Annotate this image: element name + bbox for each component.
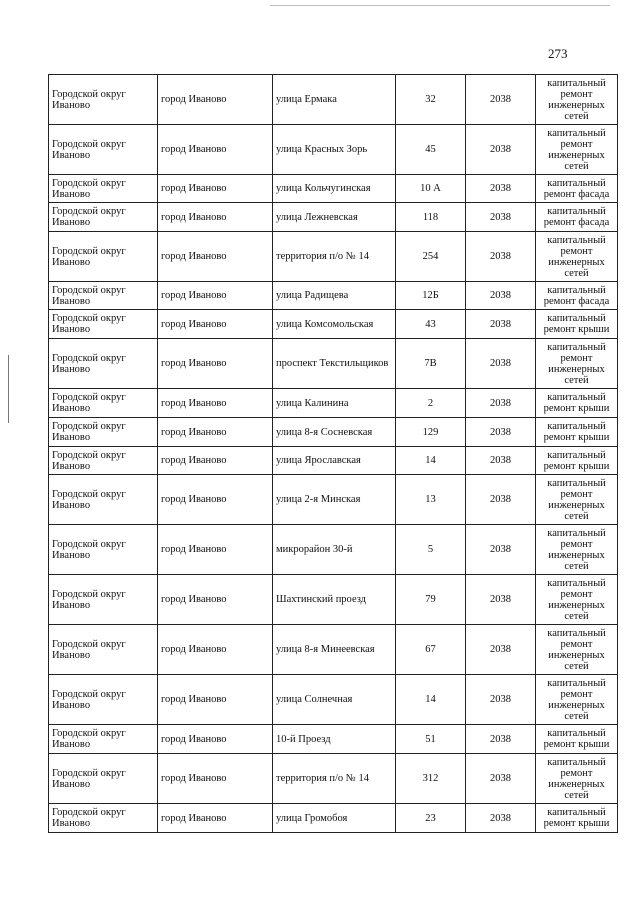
table-row <box>49 75 618 125</box>
cell-work-type: капитальный ремонт инженерных сетей <box>536 525 618 575</box>
cell-street: улица Громобоя <box>273 804 396 833</box>
cell-house-number: 10 А <box>396 175 466 203</box>
cell-house-number: 254 <box>396 232 466 282</box>
cell-city: город Иваново <box>158 447 273 475</box>
cell-street: территория п/о № 14 <box>273 754 396 804</box>
cell-district: Городской округ Иваново <box>49 575 158 625</box>
cell-street: улица Лежневская <box>273 203 396 232</box>
cell-planned-year: 2038 <box>466 804 536 833</box>
table-row <box>49 475 618 525</box>
cell-street: улица 8-я Сосневская <box>273 418 396 447</box>
cell-city: город Иваново <box>158 75 273 125</box>
cell-work-type: капитальный ремонт фасада <box>536 282 618 310</box>
cell-district: Городской округ Иваново <box>49 389 158 418</box>
cell-planned-year: 2038 <box>466 447 536 475</box>
table-row <box>49 339 618 389</box>
cell-work-type: капитальный ремонт крыши <box>536 804 618 833</box>
cell-work-type: капитальный ремонт крыши <box>536 389 618 418</box>
page-number: 273 <box>548 46 568 61</box>
scan-margin-mark <box>8 355 9 423</box>
cell-district: Городской округ Иваново <box>49 675 158 725</box>
cell-street: проспект Текстильщиков <box>273 339 396 389</box>
cell-work-type: капитальный ремонт инженерных сетей <box>536 675 618 725</box>
cell-planned-year: 2038 <box>466 675 536 725</box>
cell-work-type: капитальный ремонт крыши <box>536 725 618 754</box>
cell-planned-year: 2038 <box>466 725 536 754</box>
cell-planned-year: 2038 <box>466 754 536 804</box>
cell-street: микрорайон 30-й <box>273 525 396 575</box>
cell-city: город Иваново <box>158 339 273 389</box>
cell-planned-year: 2038 <box>466 418 536 447</box>
cell-street: территория п/о № 14 <box>273 232 396 282</box>
table-row <box>49 203 618 232</box>
cell-work-type: капитальный ремонт крыши <box>536 447 618 475</box>
cell-street: улица Калинина <box>273 389 396 418</box>
cell-planned-year: 2038 <box>466 282 536 310</box>
table-row <box>49 232 618 282</box>
cell-work-type: капитальный ремонт инженерных сетей <box>536 75 618 125</box>
cell-planned-year: 2038 <box>466 339 536 389</box>
cell-street: улица Красных Зорь <box>273 125 396 175</box>
cell-district: Городской округ Иваново <box>49 282 158 310</box>
cell-district: Городской округ Иваново <box>49 625 158 675</box>
cell-street: Шахтинский проезд <box>273 575 396 625</box>
cell-district: Городской округ Иваново <box>49 310 158 339</box>
cell-house-number: 7В <box>396 339 466 389</box>
cell-district: Городской округ Иваново <box>49 725 158 754</box>
table-row <box>49 282 618 310</box>
cell-district: Городской округ Иваново <box>49 804 158 833</box>
cell-city: город Иваново <box>158 175 273 203</box>
cell-planned-year: 2038 <box>466 310 536 339</box>
cell-planned-year: 2038 <box>466 125 536 175</box>
cell-house-number: 43 <box>396 310 466 339</box>
cell-city: город Иваново <box>158 575 273 625</box>
cell-work-type: капитальный ремонт фасада <box>536 175 618 203</box>
table-row <box>49 525 618 575</box>
cell-work-type: капитальный ремонт инженерных сетей <box>536 232 618 282</box>
cell-city: город Иваново <box>158 203 273 232</box>
cell-house-number: 5 <box>396 525 466 575</box>
cell-house-number: 79 <box>396 575 466 625</box>
cell-street: улица Ермака <box>273 75 396 125</box>
cell-work-type: капитальный ремонт фасада <box>536 203 618 232</box>
cell-city: город Иваново <box>158 310 273 339</box>
cell-work-type: капитальный ремонт инженерных сетей <box>536 754 618 804</box>
cell-city: город Иваново <box>158 232 273 282</box>
table-row <box>49 675 618 725</box>
cell-district: Городской округ Иваново <box>49 475 158 525</box>
cell-work-type: капитальный ремонт крыши <box>536 418 618 447</box>
table-row <box>49 418 618 447</box>
cell-planned-year: 2038 <box>466 475 536 525</box>
cell-street: улица 8-я Минеевская <box>273 625 396 675</box>
cell-house-number: 129 <box>396 418 466 447</box>
cell-street: улица Кольчугинская <box>273 175 396 203</box>
cell-district: Городской округ Иваново <box>49 75 158 125</box>
cell-street: улица Радищева <box>273 282 396 310</box>
cell-district: Городской округ Иваново <box>49 203 158 232</box>
cell-planned-year: 2038 <box>466 625 536 675</box>
cell-work-type: капитальный ремонт инженерных сетей <box>536 125 618 175</box>
cell-planned-year: 2038 <box>466 232 536 282</box>
cell-house-number: 12Б <box>396 282 466 310</box>
cell-house-number: 32 <box>396 75 466 125</box>
cell-planned-year: 2038 <box>466 175 536 203</box>
cell-planned-year: 2038 <box>466 575 536 625</box>
repair-schedule-table <box>48 74 618 833</box>
cell-house-number: 23 <box>396 804 466 833</box>
cell-district: Городской округ Иваново <box>49 754 158 804</box>
cell-house-number: 13 <box>396 475 466 525</box>
cell-house-number: 45 <box>396 125 466 175</box>
cell-house-number: 2 <box>396 389 466 418</box>
cell-city: город Иваново <box>158 625 273 675</box>
cell-planned-year: 2038 <box>466 389 536 418</box>
cell-house-number: 312 <box>396 754 466 804</box>
cell-city: город Иваново <box>158 675 273 725</box>
cell-street: улица Комсомольская <box>273 310 396 339</box>
cell-city: город Иваново <box>158 725 273 754</box>
table-row <box>49 175 618 203</box>
cell-work-type: капитальный ремонт инженерных сетей <box>536 575 618 625</box>
table-body <box>49 75 618 833</box>
cell-district: Городской округ Иваново <box>49 418 158 447</box>
scan-edge-line <box>270 5 610 6</box>
cell-work-type: капитальный ремонт инженерных сетей <box>536 625 618 675</box>
table-row <box>49 754 618 804</box>
cell-planned-year: 2038 <box>466 203 536 232</box>
cell-street: улица Солнечная <box>273 675 396 725</box>
cell-district: Городской округ Иваново <box>49 232 158 282</box>
cell-district: Городской округ Иваново <box>49 175 158 203</box>
cell-city: город Иваново <box>158 525 273 575</box>
cell-district: Городской округ Иваново <box>49 447 158 475</box>
cell-street: улица Ярославская <box>273 447 396 475</box>
cell-work-type: капитальный ремонт инженерных сетей <box>536 475 618 525</box>
cell-house-number: 14 <box>396 447 466 475</box>
cell-city: город Иваново <box>158 475 273 525</box>
table-row <box>49 625 618 675</box>
cell-city: город Иваново <box>158 389 273 418</box>
cell-city: город Иваново <box>158 754 273 804</box>
cell-street: улица 2-я Минская <box>273 475 396 525</box>
cell-city: город Иваново <box>158 282 273 310</box>
cell-house-number: 51 <box>396 725 466 754</box>
cell-house-number: 67 <box>396 625 466 675</box>
cell-planned-year: 2038 <box>466 525 536 575</box>
cell-street: 10-й Проезд <box>273 725 396 754</box>
cell-work-type: капитальный ремонт крыши <box>536 310 618 339</box>
table-row <box>49 447 618 475</box>
cell-city: город Иваново <box>158 125 273 175</box>
cell-city: город Иваново <box>158 804 273 833</box>
cell-house-number: 14 <box>396 675 466 725</box>
cell-work-type: капитальный ремонт инженерных сетей <box>536 339 618 389</box>
cell-district: Городской округ Иваново <box>49 339 158 389</box>
cell-planned-year: 2038 <box>466 75 536 125</box>
cell-district: Городской округ Иваново <box>49 525 158 575</box>
cell-district: Городской округ Иваново <box>49 125 158 175</box>
table-row <box>49 575 618 625</box>
table-row <box>49 125 618 175</box>
table-row <box>49 310 618 339</box>
table-row <box>49 389 618 418</box>
table-row <box>49 804 618 833</box>
cell-house-number: 118 <box>396 203 466 232</box>
table-row <box>49 725 618 754</box>
cell-city: город Иваново <box>158 418 273 447</box>
